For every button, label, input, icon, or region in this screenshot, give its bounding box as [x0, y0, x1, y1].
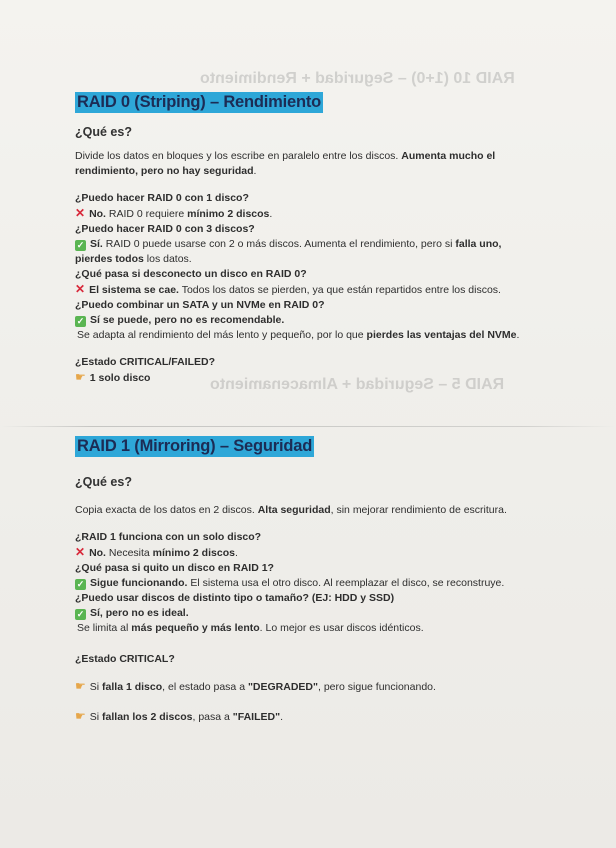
raid0-a1: ✕ No. RAID 0 requiere mínimo 2 discos. — [75, 206, 273, 220]
raid0-que-es-heading: ¿Qué es? — [75, 125, 132, 139]
check-box-icon: ✓ — [76, 609, 85, 619]
raid1-a2: ✓ Sigue funcionando. El sistema usa el otro disco. Al reemplazar el disco, se reconstruye. — [76, 577, 505, 589]
raid0-a2: ✓ Sí. RAID 0 puede usarse con 2 o más discos. Aumenta el rendimiento, pero si falla uno, pierdes todos los datos. — [75, 238, 502, 265]
raid1-section — [75, 436, 535, 725]
bleed-through-text: RAID 10 (1+0) – Seguridad + Rendimiento — [200, 70, 515, 87]
raid1-estado-answer-1: ☛ Si falla 1 disco, el estado pasa a "DEGRADED", pero sigue funcionando. — [75, 679, 436, 693]
cross-mark-icon: ✕ — [75, 206, 86, 220]
raid0-estado-answer: ☛ 1 solo disco — [75, 370, 151, 384]
raid1-title: RAID 1 (Mirroring) – Seguridad — [77, 437, 313, 455]
raid0-section — [75, 92, 535, 386]
raid0-q4: ¿Puedo combinar un SATA y un NVMe en RAID 0? — [75, 299, 325, 311]
cross-mark-icon: ✕ — [75, 282, 86, 296]
raid0-title: RAID 0 (Striping) – Rendimiento — [77, 93, 322, 111]
bleed-through-text: RAID 5 – Seguridad + Almacenamiento — [210, 376, 505, 393]
raid1-a1: ✕ No. Necesita mínimo 2 discos. — [75, 545, 238, 559]
pointing-hand-icon: ☛ — [75, 679, 86, 693]
raid0-q1: ¿Puedo hacer RAID 0 con 1 disco? — [75, 192, 249, 204]
raid0-description: Divide los datos en bloques y los escribe en paralelo entre los discos. Aumenta mucho el rendimiento, pero no hay seguridad. — [75, 150, 496, 177]
raid1-q1: ¿RAID 1 funciona con un solo disco? — [75, 531, 262, 543]
check-box-icon: ✓ — [76, 316, 85, 326]
pointing-hand-icon: ☛ — [75, 370, 86, 384]
raid1-estado-answer-2: ☛ Si fallan los 2 discos, pasa a "FAILED". — [75, 709, 283, 723]
raid1-a3: ✓ Sí, pero no es ideal. — [76, 607, 189, 619]
raid0-a4-detail: Se adapta al rendimiento del más lento y pequeño, por lo que pierdes las ventajas del NVMe. — [77, 329, 520, 341]
raid0-q2: ¿Puedo hacer RAID 0 con 3 discos? — [75, 223, 255, 235]
raid1-q2: ¿Qué pasa si quito un disco en RAID 1? — [75, 562, 274, 574]
raid1-description: Copia exacta de los datos en 2 discos. Alta seguridad, sin mejorar rendimiento de escritura. — [75, 504, 507, 516]
check-box-icon: ✓ — [76, 240, 85, 250]
raid0-q3: ¿Qué pasa si desconecto un disco en RAID 0? — [75, 268, 307, 280]
raid0-a3: ✕ El sistema se cae. Todos los datos se pierden, ya que están repartidos entre los discos. — [75, 282, 501, 296]
paper-fold-line — [0, 426, 616, 427]
raid0-a4: ✓ Sí se puede, pero no es recomendable. — [76, 314, 285, 326]
raid1-que-es-heading: ¿Qué es? — [75, 475, 132, 489]
pointing-hand-icon: ☛ — [75, 709, 86, 723]
cross-mark-icon: ✕ — [75, 545, 86, 559]
raid1-q3: ¿Puedo usar discos de distinto tipo o tamaño? (EJ: HDD y SSD) — [75, 592, 395, 604]
raid0-estado-question: ¿Estado CRITICAL/FAILED? — [75, 356, 215, 368]
check-box-icon: ✓ — [76, 579, 85, 589]
raid1-estado-question: ¿Estado CRITICAL? — [75, 653, 175, 665]
raid1-a3-detail: Se limita al más pequeño y más lento. Lo mejor es usar discos idénticos. — [77, 622, 424, 634]
